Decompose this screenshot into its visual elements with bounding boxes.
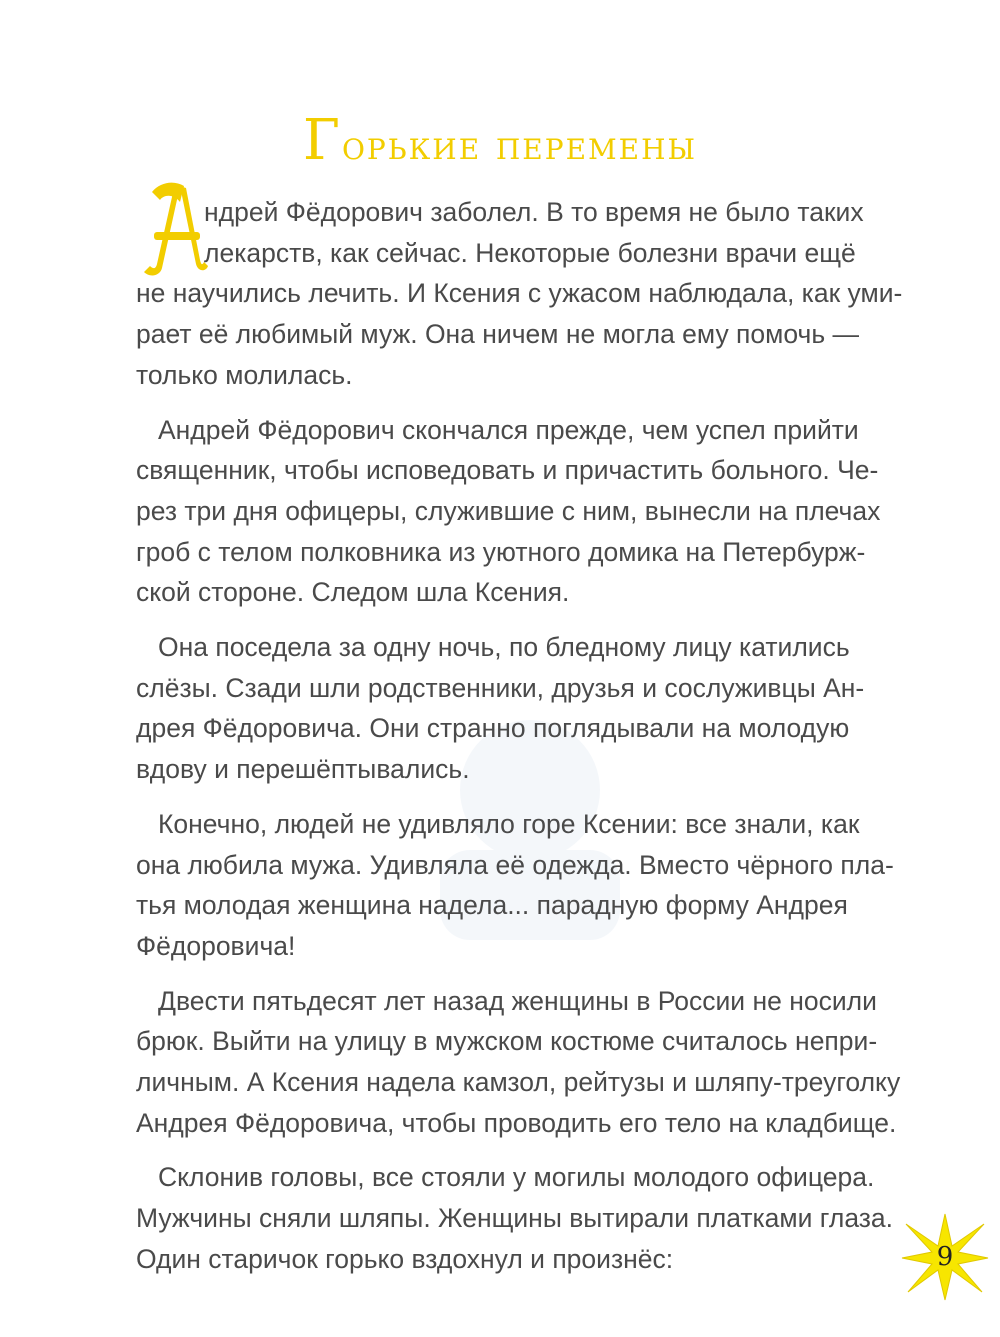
page-number-badge	[900, 1212, 990, 1302]
text-line: лекарств, как сейчас. Некоторые болезни врачи ещё	[204, 237, 856, 268]
text-line: Склонив головы, все стояли у могилы молодого офицера.	[158, 1162, 875, 1193]
text-line: священник, чтобы исповедовать и причастить больного. Че-	[136, 455, 879, 486]
text-line: ской стороне. Следом шла Ксения.	[136, 577, 570, 608]
text-line: Фёдоровича!	[136, 930, 296, 961]
text-line: слёзы. Сзади шли родственники, друзья и сослуживцы Ан-	[136, 672, 865, 703]
text-line: дрея Фёдоровича. Они странно поглядывали на молодую	[136, 713, 850, 744]
text-line: она любила мужа. Удивляла её одежда. Вместо чёрного пла-	[136, 849, 894, 880]
paragraph-3	[136, 627, 864, 790]
text-line: гроб с телом полковника из уютного домика на Петербурж-	[136, 536, 866, 567]
page-number: 9	[936, 1242, 954, 1272]
text-line: брюк. Выйти на улицу в мужском костюме считалось непри-	[136, 1026, 878, 1057]
text-line: Мужчины сняли шляпы. Женщины вытирали платками глаза.	[136, 1203, 894, 1234]
paragraph-5	[136, 981, 901, 1144]
text-line: Андрея Фёдоровича, чтобы проводить его тело на кладбище.	[136, 1107, 897, 1138]
paragraph-2	[136, 410, 881, 614]
text-line: Конечно, людей не удивляло горе Ксении: все знали, как	[158, 808, 860, 839]
text-line: рез три дня офицеры, служившие с ним, вынесли на плечах	[136, 495, 881, 526]
text-line: Двести пятьдесят лет назад женщины в России не носили	[158, 985, 877, 1016]
paragraph-6	[136, 1157, 894, 1279]
text-line: не научились лечить. И Ксения с ужасом наблюдала, как уми-	[136, 278, 903, 309]
text-line: Один старичок горько вздохнул и произнёс:	[136, 1243, 674, 1274]
paragraph-4	[136, 804, 894, 967]
text-line: тья молодая женщина надела... парадную форму Андрея	[136, 890, 848, 921]
text-line: личным. А Ксения надела камзол, рейтузы и шляпу-треуголку	[136, 1067, 901, 1098]
text-line: вдову и перешёптывались.	[136, 754, 470, 785]
paragraph-1	[136, 192, 903, 396]
chapter-title-initial: Г	[302, 108, 342, 173]
drop-cap-text: А	[140, 180, 141, 181]
chapter-title	[0, 108, 1000, 173]
text-line: Она поседела за одну ночь, по бледному лицу катились	[158, 632, 850, 663]
text-line: только молилась.	[136, 359, 353, 390]
text-line: Андрей Фёдорович скончался прежде, чем успел прийти	[158, 414, 859, 445]
chapter-title-rest: орькие перемены	[341, 123, 698, 169]
text-line: рает её любимый муж. Она ничем не могла ему помочь —	[136, 319, 859, 350]
text-line: ндрей Фёдорович заболел. В то время не было таких	[204, 197, 864, 227]
body-text	[136, 192, 903, 1294]
